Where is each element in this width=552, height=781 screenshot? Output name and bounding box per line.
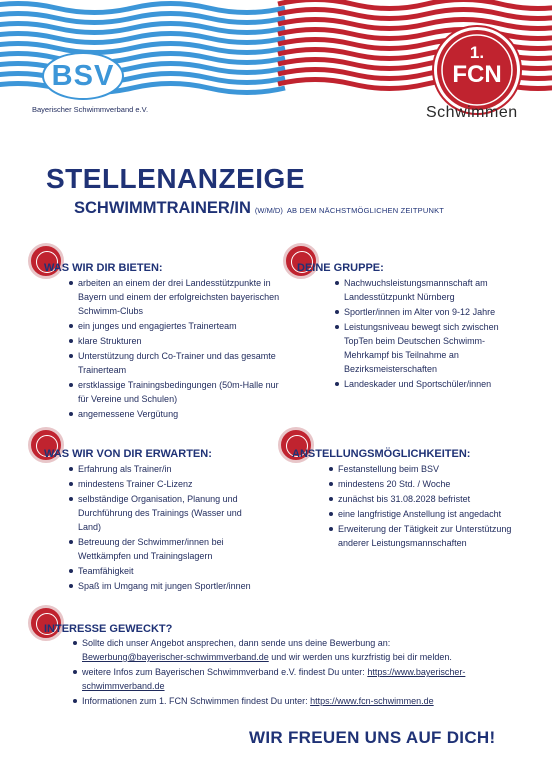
list-item	[72, 665, 532, 693]
list-item: Betreuung der Schwimmer/innen bei Wettkämpfen und Trainingslagern	[68, 535, 260, 563]
interest-text: und wir werden uns kurzfristig bei dir melden.	[271, 652, 452, 662]
list-item: eine langfristige Anstellung ist angedacht	[328, 507, 528, 521]
interest-text: Sollte dich unser Angebot ansprechen, dann sende uns deine Bewerbung an:	[82, 638, 391, 648]
fcn-subtitle: Schwimmen	[426, 104, 518, 121]
start-date-note: AB DEM NÄCHSTMÖGLICHEN ZEITPUNKT	[286, 206, 445, 215]
group-heading: DEINE GRUPPE:	[297, 262, 384, 274]
fcn-logo-number: 1.	[469, 43, 485, 62]
list-item: Leistungsniveau bewegt sich zwischen TopTen beim Deutschen Schwimm-Mehrkampf bis Teilnahme an Bezirksmeisterschaften	[334, 320, 516, 376]
list-item: zunächst bis 31.08.2028 befristet	[328, 492, 528, 506]
interest-text: Informationen zum 1. FCN Schwimmen findest Du unter:	[82, 696, 308, 706]
list-item: Spaß im Umgang mit jungen Sportler/innen	[68, 579, 260, 593]
page-title: STELLENANZEIGE	[46, 163, 306, 194]
job-title: SCHWIMMTRAINER/IN	[74, 199, 251, 217]
group-list	[334, 276, 516, 392]
expect-heading: WAS WIR VON DIR ERWARTEN:	[44, 448, 212, 460]
list-item: mindestens Trainer C-Lizenz	[68, 477, 260, 491]
list-item	[72, 636, 532, 664]
list-item: Sportler/innen im Alter von 9-12 Jahre	[334, 305, 516, 319]
list-item: ein junges und engagiertes Trainerteam	[68, 319, 280, 333]
employment-heading: ANSTELLUNGSMÖGLICHKEITEN:	[292, 448, 471, 460]
list-item: Teamfähigkeit	[68, 564, 260, 578]
interest-list	[72, 636, 532, 709]
list-item: angemessene Vergütung	[68, 407, 280, 421]
list-item: Erweiterung der Tätigkeit zur Unterstützung anderer Leistungsmannschaften	[328, 522, 528, 550]
bsv-website-link[interactable]: https://www.bayerischer-schwimmverband.de	[82, 667, 466, 691]
list-item	[72, 694, 532, 708]
list-item: Festanstellung beim BSV	[328, 462, 528, 476]
list-item: selbständige Organisation, Planung und Durchführung des Trainings (Wasser und Land)	[68, 492, 260, 534]
wave-stripe	[0, 4, 285, 13]
list-item: arbeiten an einem der drei Landesstützpunkte in Bayern und einem der erfolgreichsten bayerischen Schwimm-Clubs	[68, 276, 280, 318]
list-item: Landeskader und Sportschüler/innen	[334, 377, 516, 391]
interest-heading: INTERESSE GEWECKT?	[44, 623, 173, 635]
list-item: klare Strukturen	[68, 334, 280, 348]
list-item: Unterstützung durch Co-Trainer und das gesamte Trainerteam	[68, 349, 280, 377]
gender-note: (W/M/D)	[254, 206, 283, 215]
fcn-logo	[431, 24, 523, 116]
list-item: mindestens 20 Std. / Woche	[328, 477, 528, 491]
list-item: Erfahrung als Trainer/in	[68, 462, 260, 476]
job-subtitle	[74, 199, 444, 218]
bsv-logo: BSV	[42, 52, 124, 100]
interest-text: weitere Infos zum Bayerischen Schwimmverband e.V. findest Du unter:	[82, 667, 365, 677]
list-item: erstklassige Trainingsbedingungen (50m-Halle nur für Vereine und Schulen)	[68, 378, 280, 406]
list-item: Nachwuchsleistungsmannschaft am Landesstützpunkt Nürnberg	[334, 276, 516, 304]
closing-message: WIR FREUEN UNS AUF DICH!	[249, 728, 496, 747]
application-email-link[interactable]: Bewerbung@bayerischer-schwimmverband.de	[82, 652, 269, 662]
fcn-website-link[interactable]: https://www.fcn-schwimmen.de	[310, 696, 434, 706]
fcn-logo-text: FCN	[452, 61, 502, 88]
offer-heading: WAS WIR DIR BIETEN:	[44, 262, 163, 274]
employment-list	[328, 462, 528, 551]
bsv-name: Bayerischer Schwimmverband e.V.	[32, 105, 149, 114]
offer-list	[68, 276, 280, 422]
expect-list	[68, 462, 260, 594]
